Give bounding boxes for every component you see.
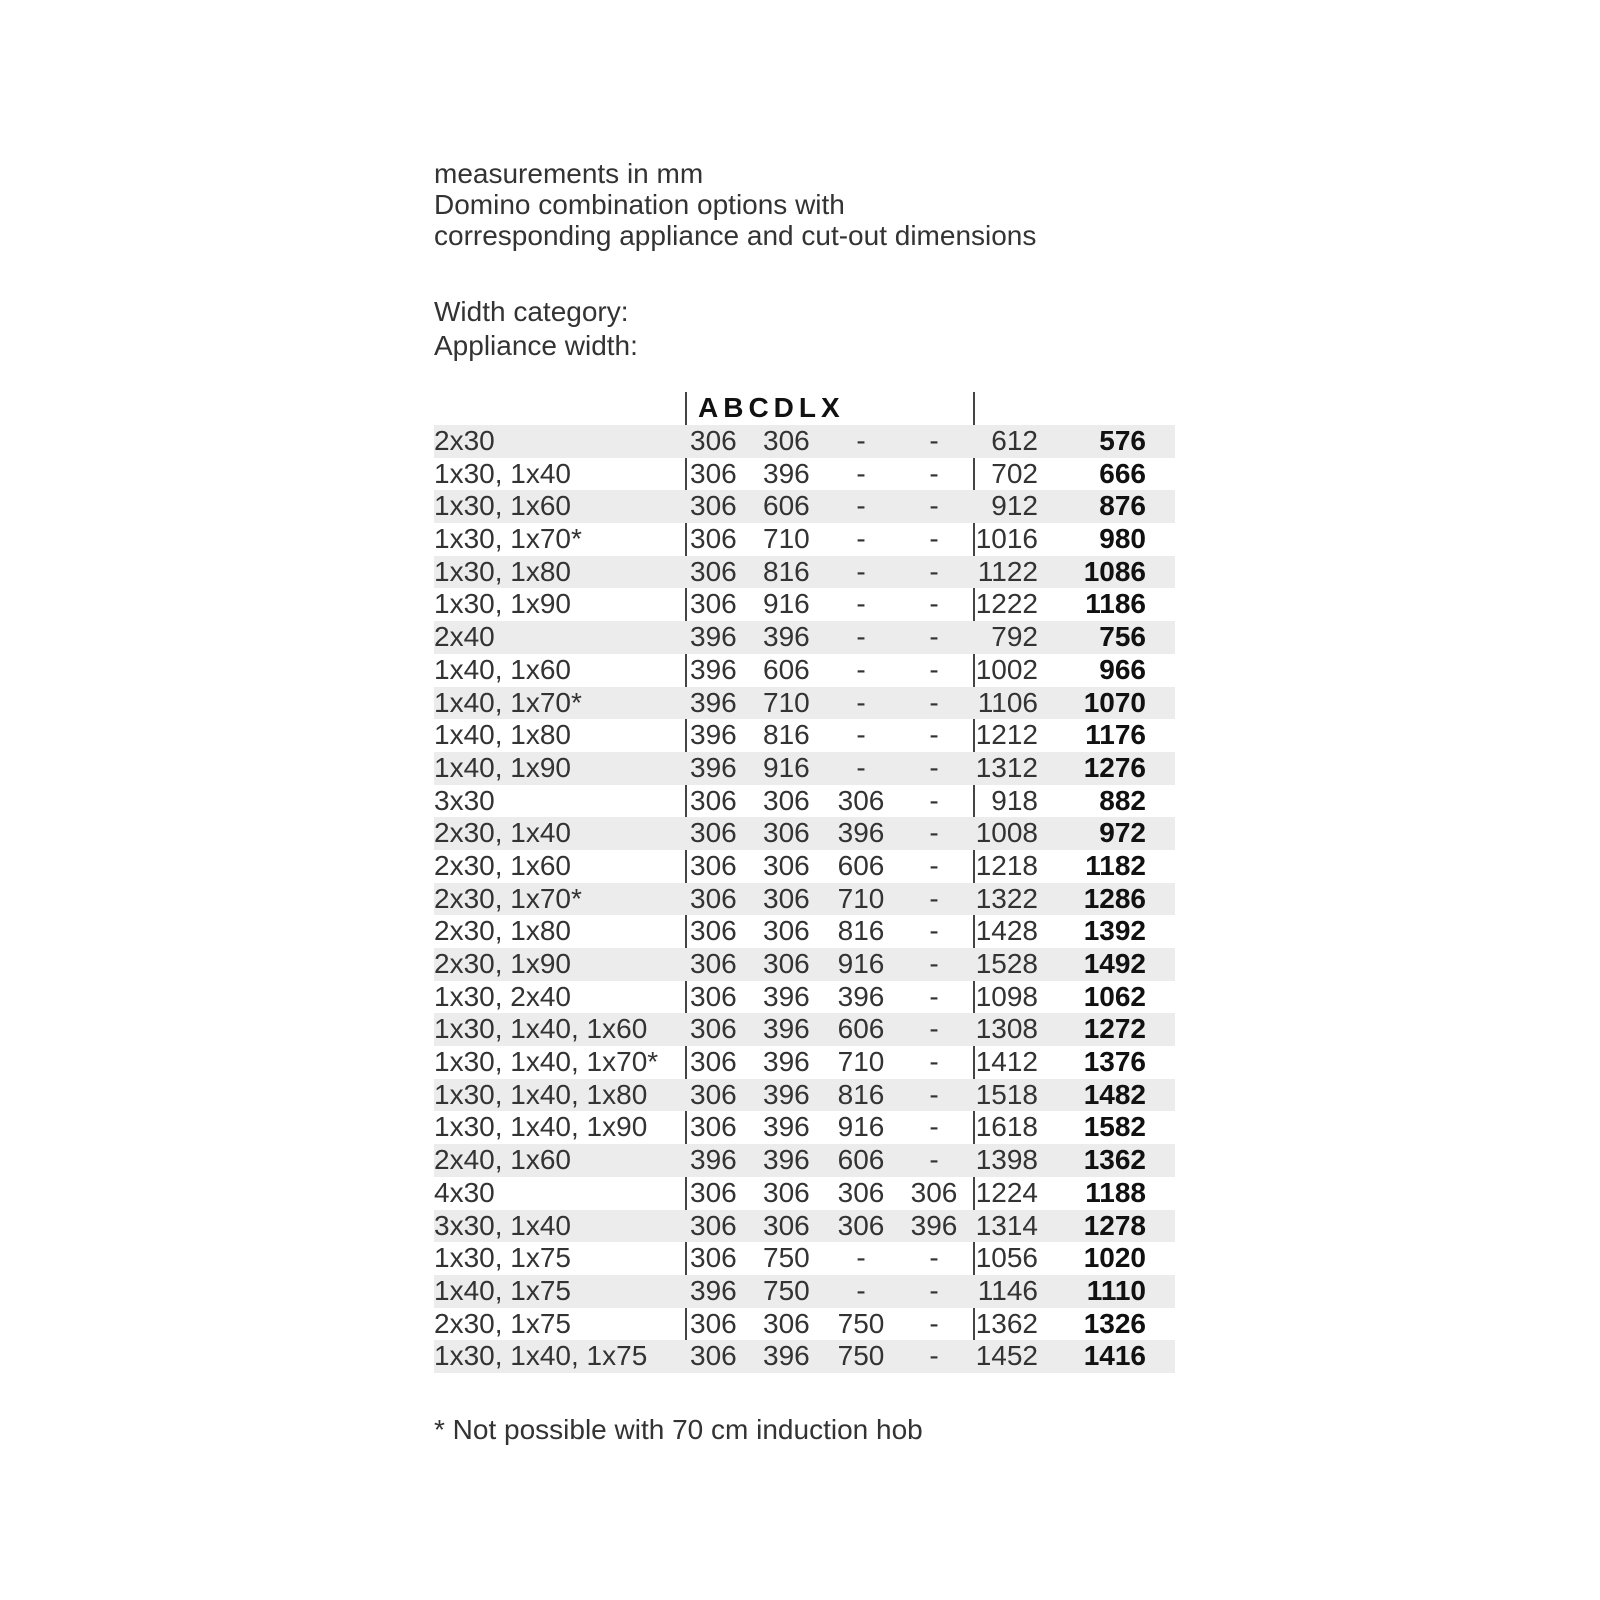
width-b-cell: 306	[763, 425, 810, 456]
width-c-cell: -	[856, 555, 866, 587]
width-d-cell: -	[929, 817, 939, 849]
table-row	[434, 785, 1175, 818]
width-a-cell: 306	[690, 915, 737, 947]
appliance-width-cell: 1314	[975, 1209, 1038, 1241]
header-letters: ABCDLX	[698, 392, 845, 423]
appliance-width-cell: 1528	[975, 948, 1038, 979]
combination-cell: 2x30, 1x80	[434, 915, 571, 947]
cutout-width-cell: 756	[1099, 621, 1146, 653]
width-c-cell: 816	[837, 1078, 885, 1110]
width-a-cell: 306	[690, 523, 737, 555]
width-d-cell: -	[929, 490, 939, 522]
combination-cell: 3x30, 1x40	[434, 1209, 571, 1241]
combination-cell: 1x30, 1x40, 1x75	[434, 1340, 648, 1372]
combination-cell: 1x30, 1x75	[434, 1242, 571, 1274]
appliance-width-cell: 1222	[975, 588, 1038, 620]
table-row	[434, 1275, 1175, 1308]
cutout-width-cell: 1482	[1083, 1078, 1146, 1110]
width-c-cell: -	[856, 1274, 866, 1306]
cutout-width-cell: 1278	[1083, 1209, 1146, 1241]
cutout-width-cell: 666	[1099, 457, 1146, 489]
combination-cell: 1x40, 1x80	[434, 719, 571, 751]
width-d-cell: -	[929, 719, 939, 751]
width-c-cell: 816	[837, 915, 885, 947]
combination-cell: 2x30, 1x90	[434, 948, 571, 979]
width-b-cell: 816	[763, 555, 810, 587]
width-d-cell: -	[929, 555, 939, 587]
width-b-cell: 750	[763, 1242, 810, 1274]
width-d-cell: -	[929, 653, 939, 685]
width-c-cell: -	[856, 457, 866, 489]
cutout-width-cell: 972	[1099, 817, 1146, 849]
width-d-cell: -	[929, 1274, 939, 1306]
cutout-width-cell: 1582	[1083, 1111, 1146, 1143]
width-c-cell: -	[856, 490, 866, 522]
width-d-cell: -	[929, 751, 939, 783]
appliance-width-cell: 1308	[975, 1013, 1038, 1045]
appliance-width-cell: 1312	[975, 751, 1038, 783]
table-row	[434, 621, 1175, 654]
cutout-width-cell: 966	[1099, 653, 1146, 685]
combination-cell: 2x30, 1x40	[434, 817, 571, 849]
table-row	[434, 654, 1175, 687]
combination-cell: 2x30, 1x70*	[434, 882, 582, 914]
width-c-cell: 916	[837, 948, 885, 979]
width-c-cell: -	[856, 588, 866, 620]
width-d-cell: -	[929, 1046, 939, 1078]
cutout-width-cell: 1186	[1085, 588, 1146, 620]
appliance-width-cell: 1452	[975, 1340, 1038, 1372]
table-row	[434, 1079, 1175, 1112]
width-b-cell: 916	[763, 588, 810, 620]
width-a-cell: 306	[690, 457, 737, 489]
cutout-width-cell: 1286	[1083, 882, 1146, 914]
cutout-width-cell: 1362	[1083, 1144, 1146, 1176]
width-c-cell: 750	[837, 1307, 885, 1339]
table-row	[434, 1340, 1175, 1373]
width-a-cell: 306	[690, 980, 737, 1012]
combination-cell: 1x40, 1x60	[434, 653, 571, 685]
table-row	[434, 981, 1175, 1014]
dimensions-table	[434, 392, 1175, 1373]
table-body	[434, 425, 1175, 1373]
appliance-width-cell: 1098	[975, 980, 1038, 1012]
width-a-cell: 396	[690, 653, 737, 685]
appliance-width-cell: 1398	[975, 1144, 1038, 1176]
cutout-width-cell: 882	[1099, 784, 1146, 816]
width-d-cell: -	[929, 1111, 939, 1143]
width-c-cell: 396	[837, 980, 885, 1012]
width-d-cell: -	[929, 621, 939, 653]
width-c-cell: 396	[837, 817, 885, 849]
table-row	[434, 883, 1175, 916]
table-row	[434, 719, 1175, 752]
width-d-cell: -	[929, 915, 939, 947]
width-b-cell: 306	[763, 1307, 810, 1339]
appliance-width-cell: 912	[991, 490, 1038, 522]
width-d-cell: -	[929, 980, 939, 1012]
table-row	[434, 1111, 1175, 1144]
width-b-cell: 306	[763, 882, 810, 914]
table-row	[434, 1210, 1175, 1243]
cutout-width-cell: 1276	[1083, 751, 1146, 783]
width-c-cell: -	[856, 653, 866, 685]
width-a-cell: 396	[690, 686, 737, 718]
table-row	[434, 948, 1175, 981]
table-row	[434, 850, 1175, 883]
appliance-width-label: Appliance width:	[434, 330, 638, 361]
table-row	[434, 687, 1175, 720]
width-a-cell: 396	[690, 1144, 737, 1176]
table-row	[434, 425, 1175, 458]
width-b-cell: 396	[763, 1078, 810, 1110]
cutout-width-cell: 1392	[1083, 915, 1146, 947]
appliance-width-cell: 918	[991, 784, 1038, 816]
combination-cell: 1x30, 1x60	[434, 490, 571, 522]
intro-line-3: corresponding appliance and cut-out dimensions	[434, 220, 1037, 251]
appliance-width-cell: 1106	[977, 686, 1038, 718]
appliance-width-cell: 702	[991, 457, 1038, 489]
width-d-cell: -	[929, 1307, 939, 1339]
width-c-cell: -	[856, 425, 866, 456]
cutout-width-cell: 1188	[1085, 1176, 1146, 1208]
width-c-cell: 306	[837, 784, 885, 816]
cutout-width-cell: 1110	[1086, 1274, 1146, 1306]
appliance-width-cell: 1428	[975, 915, 1038, 947]
width-c-cell: 916	[837, 1111, 885, 1143]
width-b-cell: 306	[763, 784, 810, 816]
width-b-cell: 396	[763, 621, 810, 653]
cutout-width-cell: 1326	[1083, 1307, 1146, 1339]
intro-line-1: measurements in mm	[434, 158, 704, 189]
combination-cell: 1x30, 1x80	[434, 555, 571, 587]
width-b-cell: 916	[763, 751, 810, 783]
appliance-width-cell: 1008	[975, 817, 1038, 849]
width-b-cell: 710	[763, 686, 810, 718]
cutout-width-cell: 1416	[1083, 1340, 1146, 1372]
width-b-cell: 306	[763, 849, 810, 881]
width-category-label: Width category:	[434, 296, 629, 327]
table-header	[434, 392, 1175, 425]
table-row	[434, 752, 1175, 785]
width-a-cell: 396	[690, 621, 737, 653]
appliance-width-cell: 1224	[975, 1176, 1038, 1208]
appliance-width-cell: 1618	[975, 1111, 1038, 1143]
width-a-cell: 396	[690, 751, 737, 783]
table-row	[434, 1308, 1175, 1341]
cutout-width-cell: 876	[1099, 490, 1146, 522]
appliance-width-cell: 1362	[975, 1307, 1038, 1339]
table-row	[434, 556, 1175, 589]
table-row	[434, 458, 1175, 491]
width-b-cell: 396	[763, 1013, 810, 1045]
table-row	[434, 1144, 1175, 1177]
width-b-cell: 606	[763, 490, 810, 522]
width-d-cell: -	[929, 784, 939, 816]
width-c-cell: 606	[837, 1013, 885, 1045]
width-d-cell: 396	[910, 1209, 958, 1241]
combination-cell: 2x40	[434, 621, 495, 653]
width-c-cell: 306	[837, 1209, 885, 1241]
combination-cell: 1x30, 1x40, 1x70*	[434, 1046, 659, 1078]
table-row	[434, 490, 1175, 523]
width-b-cell: 396	[763, 1046, 810, 1078]
width-d-cell: -	[929, 1144, 939, 1176]
width-a-cell: 306	[690, 1209, 737, 1241]
combination-cell: 1x40, 1x90	[434, 751, 571, 783]
cutout-width-cell: 1492	[1083, 948, 1146, 979]
width-a-cell: 306	[690, 1078, 737, 1110]
table-row	[434, 915, 1175, 948]
combination-cell: 1x30, 1x40, 1x80	[434, 1078, 648, 1110]
width-a-cell: 306	[690, 817, 737, 849]
width-b-cell: 396	[763, 1340, 810, 1372]
table-row	[434, 817, 1175, 850]
cutout-width-cell: 1376	[1083, 1046, 1146, 1078]
width-a-cell: 306	[690, 555, 737, 587]
width-d-cell: -	[929, 1242, 939, 1274]
cutout-width-cell: 576	[1099, 425, 1146, 456]
appliance-width-cell: 1518	[975, 1078, 1038, 1110]
width-c-cell: 750	[837, 1340, 885, 1372]
combination-cell: 2x30, 1x60	[434, 849, 571, 881]
width-a-cell: 306	[690, 1111, 737, 1143]
width-a-cell: 306	[690, 849, 737, 881]
cutout-width-cell: 1182	[1085, 849, 1146, 881]
combination-cell: 1x30, 1x40, 1x90	[434, 1111, 648, 1143]
width-b-cell: 306	[763, 948, 810, 979]
width-d-cell: -	[929, 1013, 939, 1045]
table-row	[434, 588, 1175, 621]
width-d-cell: -	[929, 948, 939, 979]
cutout-width-cell: 980	[1099, 523, 1146, 555]
width-b-cell: 816	[763, 719, 810, 751]
combination-cell: 1x30, 1x40, 1x60	[434, 1013, 648, 1045]
width-a-cell: 306	[690, 490, 737, 522]
width-b-cell: 396	[763, 1144, 810, 1176]
width-d-cell: -	[929, 686, 939, 718]
combination-cell: 2x30	[434, 425, 495, 456]
width-c-cell: -	[856, 686, 866, 718]
combination-cell: 1x40, 1x75	[434, 1274, 571, 1306]
width-d-cell: -	[929, 849, 939, 881]
width-d-cell: -	[929, 523, 939, 555]
width-b-cell: 306	[763, 1176, 810, 1208]
width-d-cell: -	[929, 425, 939, 456]
width-d-cell: -	[929, 1340, 939, 1372]
cutout-width-cell: 1070	[1083, 686, 1146, 718]
width-a-cell: 306	[690, 784, 737, 816]
cutout-width-cell: 1272	[1083, 1013, 1146, 1045]
width-a-cell: 306	[690, 948, 737, 979]
width-b-cell: 396	[763, 457, 810, 489]
combination-cell: 3x30	[434, 784, 495, 816]
cutout-width-cell: 1086	[1083, 555, 1146, 587]
cutout-width-cell: 1176	[1085, 719, 1146, 751]
width-d-cell: -	[929, 1078, 939, 1110]
appliance-width-cell: 1122	[977, 555, 1038, 587]
width-a-cell: 306	[690, 1176, 737, 1208]
table-row	[434, 523, 1175, 556]
combination-cell: 1x30, 1x90	[434, 588, 571, 620]
width-d-cell: -	[929, 882, 939, 914]
width-a-cell: 306	[690, 1307, 737, 1339]
width-c-cell: 710	[837, 882, 885, 914]
appliance-width-cell: 612	[991, 425, 1038, 456]
width-b-cell: 306	[763, 1209, 810, 1241]
width-c-cell: 306	[837, 1176, 885, 1208]
cutout-width-cell: 1062	[1083, 980, 1146, 1012]
combination-cell: 1x30, 2x40	[434, 980, 571, 1012]
table-row	[434, 1242, 1175, 1275]
footnote: * Not possible with 70 cm induction hob	[434, 1414, 923, 1445]
combination-cell: 2x30, 1x75	[434, 1307, 571, 1339]
appliance-width-cell: 1412	[975, 1046, 1038, 1078]
appliance-width-cell: 1322	[975, 882, 1038, 914]
width-b-cell: 396	[763, 1111, 810, 1143]
width-b-cell: 306	[763, 817, 810, 849]
width-c-cell: 710	[837, 1046, 885, 1078]
width-a-cell: 396	[690, 1274, 737, 1306]
table-row	[434, 1046, 1175, 1079]
width-a-cell: 306	[690, 1046, 737, 1078]
width-b-cell: 396	[763, 980, 810, 1012]
appliance-width-cell: 1002	[975, 653, 1038, 685]
combination-cell: 2x40, 1x60	[434, 1144, 571, 1176]
width-a-cell: 306	[690, 1340, 737, 1372]
intro-text	[434, 158, 1036, 251]
appliance-width-cell: 1056	[975, 1242, 1038, 1274]
width-a-cell: 396	[690, 719, 737, 751]
width-d-cell: 306	[910, 1176, 958, 1208]
cutout-width-cell: 1020	[1083, 1242, 1146, 1274]
width-a-cell: 306	[690, 1013, 737, 1045]
combination-cell: 1x30, 1x70*	[434, 523, 582, 555]
width-c-cell: -	[856, 719, 866, 751]
width-d-cell: -	[929, 457, 939, 489]
appliance-width-cell: 1146	[977, 1274, 1038, 1306]
width-c-cell: -	[856, 523, 866, 555]
width-d-cell: -	[929, 588, 939, 620]
width-a-cell: 306	[690, 882, 737, 914]
intro-line-2: Domino combination options with	[434, 189, 845, 220]
width-b-cell: 306	[763, 915, 810, 947]
table-row	[434, 1177, 1175, 1210]
width-c-cell: -	[856, 751, 866, 783]
width-b-cell: 750	[763, 1274, 810, 1306]
appliance-width-cell: 1212	[975, 719, 1038, 751]
width-b-cell: 710	[763, 523, 810, 555]
width-a-cell: 306	[690, 588, 737, 620]
labels	[434, 295, 638, 363]
width-b-cell: 606	[763, 653, 810, 685]
appliance-width-cell: 1016	[975, 523, 1038, 555]
width-c-cell: -	[856, 621, 866, 653]
width-c-cell: -	[856, 1242, 866, 1274]
combination-cell: 4x30	[434, 1176, 495, 1208]
appliance-width-cell: 1218	[975, 849, 1038, 881]
width-c-cell: 606	[837, 1144, 885, 1176]
width-c-cell: 606	[837, 849, 885, 881]
width-a-cell: 306	[690, 1242, 737, 1274]
combination-cell: 1x40, 1x70*	[434, 686, 582, 718]
combination-cell: 1x30, 1x40	[434, 457, 571, 489]
table-row	[434, 1013, 1175, 1046]
width-a-cell: 306	[690, 425, 737, 456]
appliance-width-cell: 792	[991, 621, 1038, 653]
